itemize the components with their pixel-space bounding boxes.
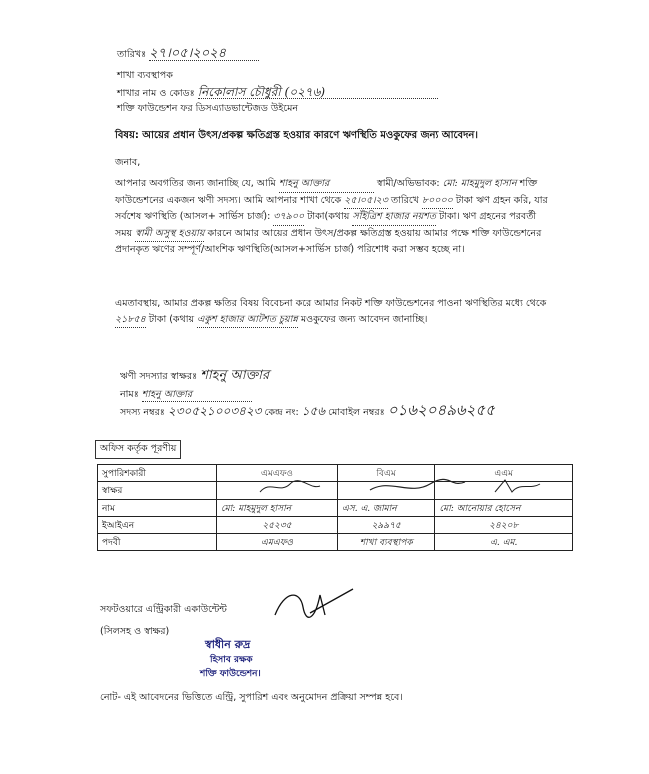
member-signature: শাহনু আক্তার [200, 368, 270, 383]
para1-text3: শক্তি ফাউন্ডেশনের একজন ঋণী সদস্য। আমি আপনার শাখা থেকে [115, 178, 538, 206]
accountant-line2: (সিলসহ ও স্বাক্ষর) [100, 626, 170, 637]
stamp-name: স্বাধীন রুদ্র [205, 638, 251, 651]
para1-text7: টাকা। ঋণ গ্রহনের পরবর্তী সময় [115, 211, 537, 239]
recipient-line3: শক্তি ফাউন্ডেশন ফর ডিসএ্যাডভান্টেজড উইমেন [117, 103, 299, 114]
stamp-org: শক্তি ফাউন্ডেশন। [200, 669, 261, 679]
member-signature-line [120, 370, 269, 383]
table-cell: ২৪২০৮ [435, 517, 573, 534]
para1-text5: টাকা ঋণ গ্রহন করি, যার সর্বশেষ ঋণস্থিতি (আসল+ সার্ভিস চার্জ): [115, 194, 548, 222]
footer-note: নোট- এই আবেদনের ভিত্তিতে এন্ট্রি, সুপারিশ এবং অনুমোদন প্রক্রিয়া সম্পন্ন হবে। [100, 692, 403, 703]
loan-balance: ৩৭৯০০ [273, 209, 304, 226]
mobile-label: মোবাইল নম্বরঃ [328, 407, 385, 418]
table-cell: শাখা ব্যবস্থাপক [337, 534, 435, 551]
table-row [98, 517, 573, 534]
member-name: শাহনু আক্তার [142, 389, 252, 402]
date-line [117, 48, 259, 61]
row-label: স্বাক্ষর [98, 482, 217, 500]
member-name-line [120, 389, 252, 402]
para2-text3: মওকুফের জন্য আবেদন জানাচ্ছি। [300, 313, 428, 325]
row-label: পদবী [98, 534, 217, 551]
accountant-signature-drawing [265, 585, 355, 625]
waiver-amount: ২১৮৫৪ [115, 312, 146, 329]
row-label: নাম [98, 500, 217, 517]
stamp-title: হিসাব রক্ষক [210, 655, 253, 665]
mobile-no: ০১৬২০৪৯৬২৫৫ [387, 401, 495, 419]
header-cell: এমএফও [217, 465, 338, 482]
accountant-line1: সফটওয়ারে এন্ট্রিকারী একাউন্টেন্ট [100, 604, 227, 615]
header-cell: সুপারিশকারী [98, 465, 217, 482]
header-cell: বিএম [337, 465, 435, 482]
para2-text1: এমতাবস্থায়, আমার প্রকল্প ক্ষতির বিষয় বিবেচনা করে আমার নিকট শক্তি ফাউন্ডেশনের পাওনা ঋণস্থিতির মধ্যে থেকে [115, 298, 547, 309]
center-label: কেন্দ্র নং: [264, 407, 299, 418]
member-no: ২৩০৫২১০০৩৪২৩ [167, 404, 262, 418]
para1-text6: টাকা(কথায় [307, 211, 350, 222]
mfo-signature-scribble [260, 481, 320, 492]
guardian-name: মো: মাহমুদুল হাসান [442, 178, 517, 189]
waiver-amount-words: একুশ হাজার আটশত চুয়ান্ন [197, 312, 298, 329]
recipient-line1: শাখা ব্যবস্থাপক [117, 70, 173, 81]
para2-text2: টাকা (কথায় [148, 313, 195, 325]
row-label: ইআইএন [98, 517, 217, 534]
member-no-label: সদস্য নম্বরঃ [120, 407, 165, 418]
branch-value: নিকোলাস চৌধুরী (০২৭৬) [198, 86, 438, 99]
table-row [98, 534, 573, 551]
center-no: ১৫৬ [301, 404, 326, 418]
recipient-line2 [117, 86, 438, 100]
table-row [98, 500, 573, 517]
para1-text2: স্বামী/অভিভাবক: [376, 178, 440, 189]
body-paragraph-1 [115, 176, 555, 258]
bm-signature-scribble [370, 479, 465, 490]
balance-words: সাঁইত্রিশ হাজার নয়শত [352, 209, 436, 226]
para1-text1: আপনার অবগতির জন্য জানাচ্ছি যে, আমি [115, 178, 276, 189]
salutation: জনাব, [115, 157, 141, 168]
accountant-signature-scribble [275, 589, 353, 617]
table-cell: মো: মাহমুদুল হাসান [217, 500, 338, 517]
table-cell: ২৯৯৭৫ [337, 517, 435, 534]
member-name-label: নামঃ [120, 389, 139, 400]
para1-text4: তারিখে [391, 194, 419, 206]
table-cell: এমএফও [217, 534, 338, 551]
office-use-box: অফিস কর্তৃক পূরণীয় [95, 440, 181, 459]
date-label: তারিখঃ [117, 49, 147, 60]
body-paragraph-2 [115, 296, 555, 328]
member-name-inline: শাহনু আক্তার [279, 176, 374, 193]
table-cell: ২৫২৩৫ [217, 517, 338, 534]
para1-text8: কারনে আমার আয়ের প্রধান উৎস/প্রকল্প ক্ষতিগ্রস্ত হওয়ায় আমার পক্ষে শক্তি ফাউন্ডেশনের প্রদানকৃত ঋণের সম্পূর্ণ/আংশিক ঋণস্থিতি(আসল+সার্ভিস চার্জ) পরিশোধ করা সম্ভব হচ্ছে না। [115, 227, 542, 255]
loss-reason: স্বামী অসুস্থ হওয়ায় [135, 226, 204, 243]
loan-amount: ৮০০০০ [422, 193, 453, 210]
member-signature-label: ঋণী সদস্যার স্বাক্ষরঃ [120, 371, 198, 382]
header-cell: এএম [435, 465, 573, 482]
table-cell: মো: আনোয়ার হোসেন [435, 500, 573, 517]
subject-line: বিষয়: আয়ের প্রধান উৎস/প্রকল্প ক্ষতিগ্রস্ত হওয়ার কারণে ঋণস্থিতি মওকুফের জন্য আবেদন। [115, 130, 478, 141]
table-signatures-drawing [240, 478, 570, 498]
table-cell: এ. এম. [435, 534, 573, 551]
date-value: ২৭।০৫।২০২৪ [149, 48, 259, 61]
member-id-line [120, 401, 495, 419]
branch-label: শাখার নাম ও কোডঃ [117, 88, 195, 99]
am-signature-scribble [495, 480, 540, 492]
loan-date: ২৫।০৫।২৩ [344, 193, 388, 210]
table-cell: এস. এ. জামান [337, 500, 435, 517]
